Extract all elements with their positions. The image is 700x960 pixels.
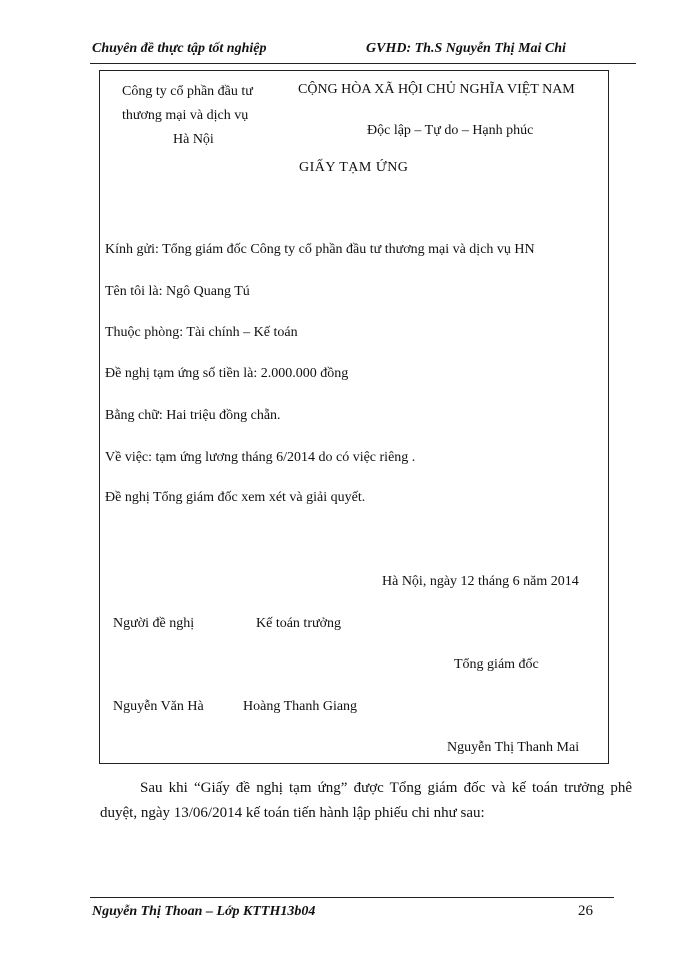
amount-words-line: Bằng chữ: Hai triệu đồng chẵn. [105,408,281,423]
request-line: Đề nghị Tổng giám đốc xem xét và giải quyết. [105,490,366,505]
sig-director-name: Nguyễn Thị Thanh Mai [447,740,580,755]
footer-author: Nguyễn Thị Thoan – Lớp KTTH13b04 [92,904,316,919]
company-line1: Công ty cổ phần đầu tư [122,84,253,99]
header-left: Chuyên đề thực tập tốt nghiệp [92,41,267,56]
amount-line: Đề nghị tạm ứng số tiền là: 2.000.000 đồng [105,366,349,381]
company-line3: Hà Nội [173,132,214,147]
body-line2: duyệt, ngày 13/06/2014 kế toán tiến hành lập phiếu chi như sau: [100,805,485,821]
name-line: Tên tôi là: Ngô Quang Tú [105,284,250,299]
sig-accountant-title: Kế toán trưởng [256,616,341,631]
body-paragraph [100,776,632,826]
page-number: 26 [578,903,593,919]
sig-requester-name: Nguyễn Văn Hà [113,699,204,714]
body-line1: Sau khi “Giấy đề nghị tạm ứng” được Tổng giám đốc và kế toán trưởng phê [140,780,632,796]
header-rule [90,63,636,64]
form-title: GIẤY TẠM ỨNG [299,160,409,175]
sig-accountant-name: Hoàng Thanh Giang [243,699,358,714]
place-date: Hà Nội, ngày 12 tháng 6 năm 2014 [382,574,579,589]
sig-director-title: Tổng giám đốc [454,657,539,672]
footer-rule [90,897,614,898]
header-right: GVHD: Th.S Nguyễn Thị Mai Chi [366,41,566,56]
department-line: Thuộc phòng: Tài chính – Kế toán [105,325,298,340]
recipient-line: Kính gửi: Tổng giám đốc Công ty cổ phần đầu tư thương mại và dịch vụ HN [105,242,535,257]
company-line2: thương mại và dịch vụ [122,108,249,123]
motto: Độc lập – Tự do – Hạnh phúc [367,123,534,138]
reason-line: Về việc: tạm ứng lương tháng 6/2014 do có việc riêng . [105,450,416,465]
sig-requester-title: Người đề nghị [113,616,195,631]
nation-heading: CỘNG HÒA XÃ HỘI CHỦ NGHĨA VIỆT NAM [298,82,575,97]
